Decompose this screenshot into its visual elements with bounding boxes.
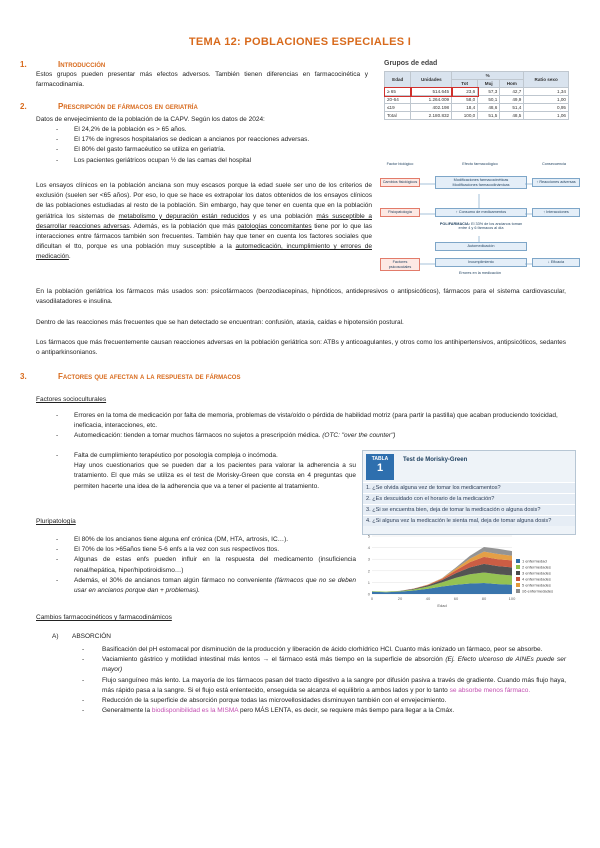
table-cell: 514.645 — [411, 88, 452, 96]
age-group-table-figure — [384, 60, 574, 120]
table-cell: 1.264.009 — [411, 96, 452, 104]
clinical-trials-paragraph — [36, 181, 372, 263]
legend-swatch — [516, 565, 520, 569]
table-cell: 50,1 — [478, 96, 500, 104]
italic-text: (Ej. Efecto ulceroso de AINEs puede ser mayor) — [102, 656, 566, 674]
page-title: TEMA 12: POBLACIONES ESPECIALES I — [188, 36, 412, 48]
y-tick-label: 2 — [367, 568, 370, 574]
morisky-green-table — [362, 450, 576, 535]
table-cell: 58,0 — [452, 96, 478, 104]
section-title: Factores que afectan a la respuesta de fármacos — [58, 372, 241, 381]
legend-label: 2 enfermedades — [522, 564, 551, 570]
text-run: Falta de cumplimiento terapéutico por posología compleja o incómoda. — [74, 452, 278, 459]
underlined-text: patologías concomitantes — [237, 222, 312, 230]
subsection-title: Pluripatología — [36, 518, 76, 525]
paragraph: En la población geriátrica los fármacos más usados son: psicofármacos (benzodiacepinas, hipnóticos, antidepresivos o antipsicóticos), fármacos para el sistema cardiovascular, vasodilatadores e insulina. — [36, 288, 566, 306]
subsection-heading: ABSORCIÓN — [72, 633, 112, 640]
section-2-heading — [0, 102, 198, 111]
section-number: 2. — [20, 102, 27, 111]
table-header: % — [452, 72, 524, 80]
chart-svg — [358, 532, 574, 608]
table-cell: 51,4 — [500, 104, 524, 112]
y-tick-label: 3 — [367, 556, 370, 562]
paragraph: Datos de envejecimiento de la población de la CAPV. Según los datos de 2024: — [36, 116, 265, 123]
table-cell: 1,06 — [524, 112, 569, 120]
question-row: 1. ¿Se olvida alguna vez de tomar los medicamentos? — [363, 482, 575, 493]
polypharmacy-text: El 33% de los ancianos toman entre 4 y 6 fármacos al día — [458, 222, 523, 230]
table-cell: 49,9 — [500, 96, 524, 104]
diagram-box: Factores psicosociales — [380, 258, 420, 271]
text-run: Hay unos cuestionarios que se pueden dar a los pacientes para valorar la adherencia a su tratamiento. El que más se utiliza es el test de Morisky-Green que consta en 4 preguntas que permiten hacerte una idea de la adherencia que va a tener el paciente al tratamiento. — [74, 462, 356, 490]
list-item — [36, 576, 356, 596]
diagram-box: ↑ Interacciones — [532, 208, 580, 217]
diagram-box: Fisiopatología — [380, 208, 420, 217]
diagram-box: Incumplimiento — [435, 258, 527, 267]
paragraph: Dentro de las reacciones más frecuentes que se han detectado se encuentran: confusión, ataxia, caídas e hipotensión postural. — [36, 319, 404, 326]
table-header: Unidades — [411, 72, 452, 88]
text-run: Los ensayos clínicos en la población anciana son muy escasos porque la edad suele ser uno de los criterios de exclusión (suelen ser <65 años). Por eso, lo que se hace es extrapolar los datos obtenidos de los ensayos clínicos de las poblaciones estudiadas al resto de la población. Sin embargo, hay que tener en cuenta que en la población geriátrica los sistemas de — [36, 182, 372, 220]
table-cell: ≤19 — [385, 104, 411, 112]
subsection-a-heading — [52, 633, 111, 640]
x-axis-label: Edad — [437, 603, 447, 608]
diagram-box: ↓ Eficacia — [532, 258, 580, 267]
list-item: - Errores en la toma de medicación por falta de memoria, problemas de vista/oído o pérdida de habilidad motriz (para partir la pastilla) que acaban produciendo toxicidad, ineficacia, interacciones, etc. — [36, 411, 566, 431]
legend-label: 5 enfermedades — [522, 582, 551, 588]
legend-swatch — [516, 571, 520, 575]
table-header: Hom — [500, 80, 524, 88]
table-cell: ≥ 65 — [385, 88, 411, 96]
x-tick-label: 60 — [453, 596, 459, 601]
legend-swatch — [516, 559, 520, 563]
section-3-heading — [0, 372, 240, 381]
table-badge-number: 1 — [376, 462, 384, 474]
y-tick-label: 1 — [367, 579, 370, 585]
table-badge-label: TABLA — [371, 456, 389, 462]
table-header: Muj — [478, 80, 500, 88]
text-run: Vaciamiento gástrico y motilidad intestinal más lentos → el fármaco está más tiempo en la superficie de absorción — [102, 656, 446, 664]
text-run: Además, el 30% de ancianos toman algún fármaco no conveniente — [74, 576, 275, 584]
table-title: Grupos de edad — [384, 60, 438, 67]
subsection-title: Cambios farmacocinéticos y farmacodinámicos — [36, 614, 172, 621]
legend-label: ≥6 enfermedades — [522, 588, 554, 594]
intro-paragraph: Estos grupos pueden presentar más efectos adversos. También tienen diferencias en farmacocinética y farmacodinamia. — [36, 71, 368, 89]
text-run: tiene por lo que las interacciones entre fármacos también son frecuentes. También hay que tener en cuenta los factores sociales que dificultan el tto, porque es una población muy susceptible a la — [36, 222, 372, 251]
list-item — [36, 431, 566, 441]
table-cell: 18,4 — [452, 104, 478, 112]
diagram-box-line: Modificaciones farmacocinéticas — [453, 178, 509, 182]
text-run: y es una población — [249, 212, 317, 220]
table-cell: 0,95 — [524, 104, 569, 112]
list-item: - Basificación del pH estomacal por disminución de la producción y liberación de ácido clorhídrico HCl. Cuanto más ionizado un fármaco, peor se absorbe. — [52, 645, 566, 655]
data-list — [36, 125, 376, 166]
table-row — [385, 88, 569, 96]
legend-label: 1 enfermedad — [522, 558, 547, 564]
table-cell: 23,6 — [452, 88, 478, 96]
y-tick-label: 5 — [367, 533, 370, 539]
polypharmacy-title: POLIFARMACIA: — [439, 222, 470, 226]
list-item: - Algunas de estas enfs pueden influir en la respuesta del medicamento (insuficiencia renal/hepática, hiper/hipotiroidismo…) — [36, 555, 356, 575]
legend-label: 3 enfermedades — [522, 570, 551, 576]
list-item — [36, 451, 356, 492]
diagram-connectors — [380, 162, 580, 280]
diagram-box: ↑ Consumo de medicamentos — [435, 208, 527, 217]
multimorbidity-chart — [358, 532, 574, 608]
list-item: - El 80% de los ancianos tiene alguna enf crónica (DM, HTA, artrosis, IC…). — [36, 535, 356, 545]
text-run: . Además, es la población que más — [129, 222, 238, 230]
diagram-box: Cambios fisiológicos — [380, 178, 420, 187]
table-cell: 1,34 — [524, 88, 569, 96]
y-tick-label: 4 — [367, 545, 370, 551]
list-item: - Los pacientes geriátricos ocupan ½ de las camas del hospital — [36, 156, 376, 166]
table-row — [385, 112, 569, 120]
legend-swatch — [516, 583, 520, 587]
table-cell: 100,0 — [452, 112, 478, 120]
table-title: Test de Morisky-Green — [403, 457, 468, 463]
geriatric-prescribing-diagram — [380, 162, 580, 280]
subsection-letter: A) — [52, 633, 59, 640]
diagram-caption: Errores en la medicación — [459, 271, 501, 275]
diagram-box-line: Modificaciones farmacodinámicas — [452, 182, 510, 187]
x-tick-label: 80 — [481, 596, 487, 601]
question-list — [363, 482, 575, 526]
list-item — [52, 655, 566, 675]
multimorbidity-list — [36, 535, 356, 596]
legend-label: 4 enfermedades — [522, 576, 551, 582]
text-run: Automedicación: tienden a tomar muchos fármacos no sujetos a prescripción médica. — [74, 432, 323, 440]
table-cell: 1,00 — [524, 96, 569, 104]
table-cell: 57,3 — [478, 88, 500, 96]
list-item — [52, 706, 566, 716]
table-badge — [366, 454, 394, 480]
table-header: Ratio sexo — [524, 72, 569, 88]
highlighted-text: biodisponibilidad es la MISMA — [151, 707, 239, 715]
section-title: Introducción — [58, 60, 106, 69]
x-tick-label: 40 — [425, 596, 431, 601]
legend-swatch — [516, 589, 520, 593]
highlighted-text: se absorbe menos fármaco. — [449, 686, 531, 694]
table-row — [385, 96, 569, 104]
section-number: 1. — [20, 60, 27, 69]
underlined-text: automedicación, incumplimiento y errores de medicación — [36, 243, 372, 261]
text-run: Generalmente la — [102, 707, 152, 715]
underlined-text: metabolismo y depuración están reducidos — [118, 212, 250, 220]
sociocultural-list — [36, 411, 566, 442]
table-cell: 402.198 — [411, 104, 452, 112]
table-cell: 42,7 — [500, 88, 524, 96]
age-table — [384, 71, 569, 120]
y-tick-label: 0 — [367, 591, 370, 597]
section-title: Prescripción de fármacos en geriatría — [58, 102, 198, 111]
x-tick-label: 0 — [370, 596, 374, 601]
question-row: 3. ¿Si se encuentra bien, deja de tomar la medicación o alguna dosis? — [363, 504, 575, 515]
table-cell: 48,6 — [478, 104, 500, 112]
table-header: Edad — [385, 72, 411, 88]
diagram-box: Automedicación — [435, 242, 527, 251]
list-item: - El 24,2% de la población es > 65 años. — [36, 125, 376, 135]
list-item: - El 70% de los >65años tiene 5-6 enfs a la vez con sus respectivos ttos. — [36, 545, 356, 555]
question-row: 4. ¿Si alguna vez la medicación le sienta mal, deja de tomar alguna dosis? — [363, 515, 575, 526]
italic-text: (fármacos que no se deben usar en ancianos porque dan + problemas). — [74, 576, 356, 595]
list-item — [52, 676, 566, 696]
table-cell: 48,5 — [500, 112, 524, 120]
table-row — [385, 104, 569, 112]
text-run: . — [68, 253, 71, 261]
table-cell: 2.180.832 — [411, 112, 452, 120]
italic-text: (OTC: "over the counter") — [322, 432, 396, 440]
diagram-column-label: Factor biológico — [386, 162, 414, 166]
text-run: pero MÁS LENTA, es decir, se requiere más tiempo para llegar a la Cmáx. — [238, 707, 455, 715]
underlined-text: más susceptible a desarrollar reacciones adversas — [36, 212, 372, 230]
subsection-title: Factores socioculturales — [36, 396, 107, 403]
table-header: Tot — [452, 80, 478, 88]
table-cell: Total — [385, 112, 411, 120]
compliance-list — [36, 451, 356, 492]
text-run: Flujo sanguíneo más lento. La mayoría de los fármacos pasan del tracto digestivo a la sangre por difusión pasiva a través de gradiente. Cuando más flujo haya, más rápido pasa a la sangre. Si el flujo está enlentecido, enseguida se alcanza el equilibrio a ambos lados y por lo tanto — [102, 676, 566, 694]
section-number: 3. — [20, 372, 27, 381]
x-tick-label: 20 — [397, 596, 403, 601]
section-1-heading — [0, 60, 105, 69]
legend-swatch — [516, 577, 520, 581]
diagram-box: ↑ Reacciones adversas — [532, 178, 580, 187]
absorption-list — [52, 645, 566, 716]
table-cell: 20-64 — [385, 96, 411, 104]
diagram-column-label: Consecuencia — [541, 162, 567, 166]
x-tick-label: 100 — [508, 596, 516, 601]
table-cell: 51,5 — [478, 112, 500, 120]
list-item: - El 17% de ingresos hospitalarios se dedican a ancianos por reacciones adversas. — [36, 135, 376, 145]
paragraph: Los fármacos que más frecuentemente causan reacciones adversas en la población geriátrica son: ATBs y anticoagulantes, y otros como los antihipertensivos, antipsicóticos, sedantes o antiparkinsonianos. — [36, 339, 566, 357]
diagram-column-label: Efecto farmacológico — [462, 162, 498, 166]
list-item: - El 80% del gasto farmacéutico se utiliza en geriatría. — [36, 145, 376, 155]
question-row: 2. ¿Es descuidado con el horario de la medicación? — [363, 493, 575, 504]
list-item: - Reducción de la superficie de absorción porque todas las microvellosidades disminuyen también con el envejecimiento. — [52, 696, 566, 706]
